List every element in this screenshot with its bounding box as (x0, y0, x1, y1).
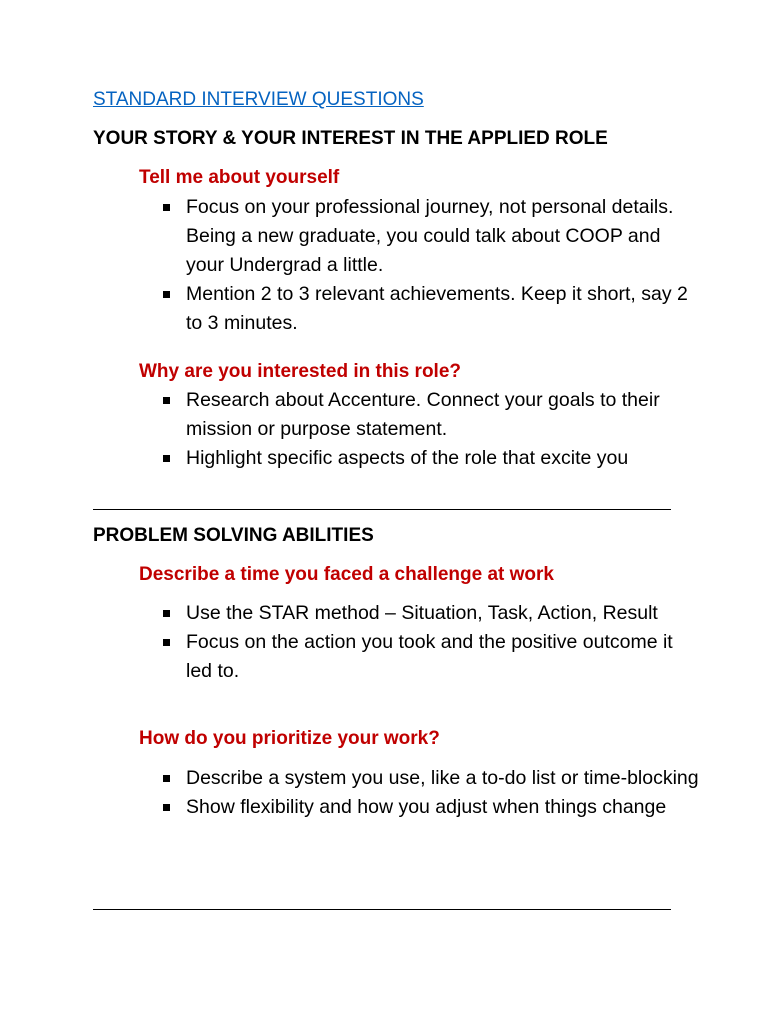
section-heading-problem-solving: PROBLEM SOLVING ABILITIES (93, 525, 374, 546)
bullet-text: Focus on your professional journey, not personal details. Being a new graduate, you could talk about COOP and your Undergrad a little. (186, 196, 674, 276)
square-bullet-icon (163, 804, 170, 811)
square-bullet-icon (163, 204, 170, 211)
question-why-interested: Why are you interested in this role? (139, 361, 462, 382)
section-divider (93, 909, 671, 910)
bullet-list (139, 599, 699, 686)
bullet-item (139, 444, 699, 473)
bullet-item (139, 193, 699, 280)
square-bullet-icon (163, 455, 170, 462)
bullet-text: Research about Accenture. Connect your goals to their mission or purpose statement. (186, 389, 660, 440)
bullet-item (139, 628, 699, 686)
section-heading-your-story: YOUR STORY & YOUR INTEREST IN THE APPLIED ROLE (93, 128, 608, 149)
bullet-text: Focus on the action you took and the positive outcome it led to. (186, 631, 673, 682)
bullet-item (139, 793, 699, 822)
bullet-item (139, 764, 699, 793)
question-tell-me-about-yourself: Tell me about yourself (139, 167, 340, 188)
square-bullet-icon (163, 397, 170, 404)
bullet-text: Describe a system you use, like a to-do list or time-blocking (186, 767, 699, 789)
square-bullet-icon (163, 610, 170, 617)
square-bullet-icon (163, 775, 170, 782)
bullet-item (139, 280, 699, 338)
bullet-text: Mention 2 to 3 relevant achievements. Keep it short, say 2 to 3 minutes. (186, 283, 688, 334)
bullet-item (139, 386, 699, 444)
bullet-text: Use the STAR method – Situation, Task, Action, Result (186, 602, 658, 624)
square-bullet-icon (163, 291, 170, 298)
bullet-text: Show flexibility and how you adjust when things change (186, 796, 667, 818)
square-bullet-icon (163, 639, 170, 646)
bullet-text: Highlight specific aspects of the role that excite you (186, 447, 629, 469)
document-title-link[interactable]: STANDARD INTERVIEW QUESTIONS (93, 89, 424, 110)
bullet-item (139, 599, 699, 628)
question-prioritize-work: How do you prioritize your work? (139, 728, 440, 749)
bullet-list (139, 386, 699, 473)
question-describe-challenge: Describe a time you faced a challenge at work (139, 564, 554, 585)
bullet-list (139, 764, 699, 822)
bullet-list (139, 193, 699, 338)
section-divider (93, 509, 671, 510)
